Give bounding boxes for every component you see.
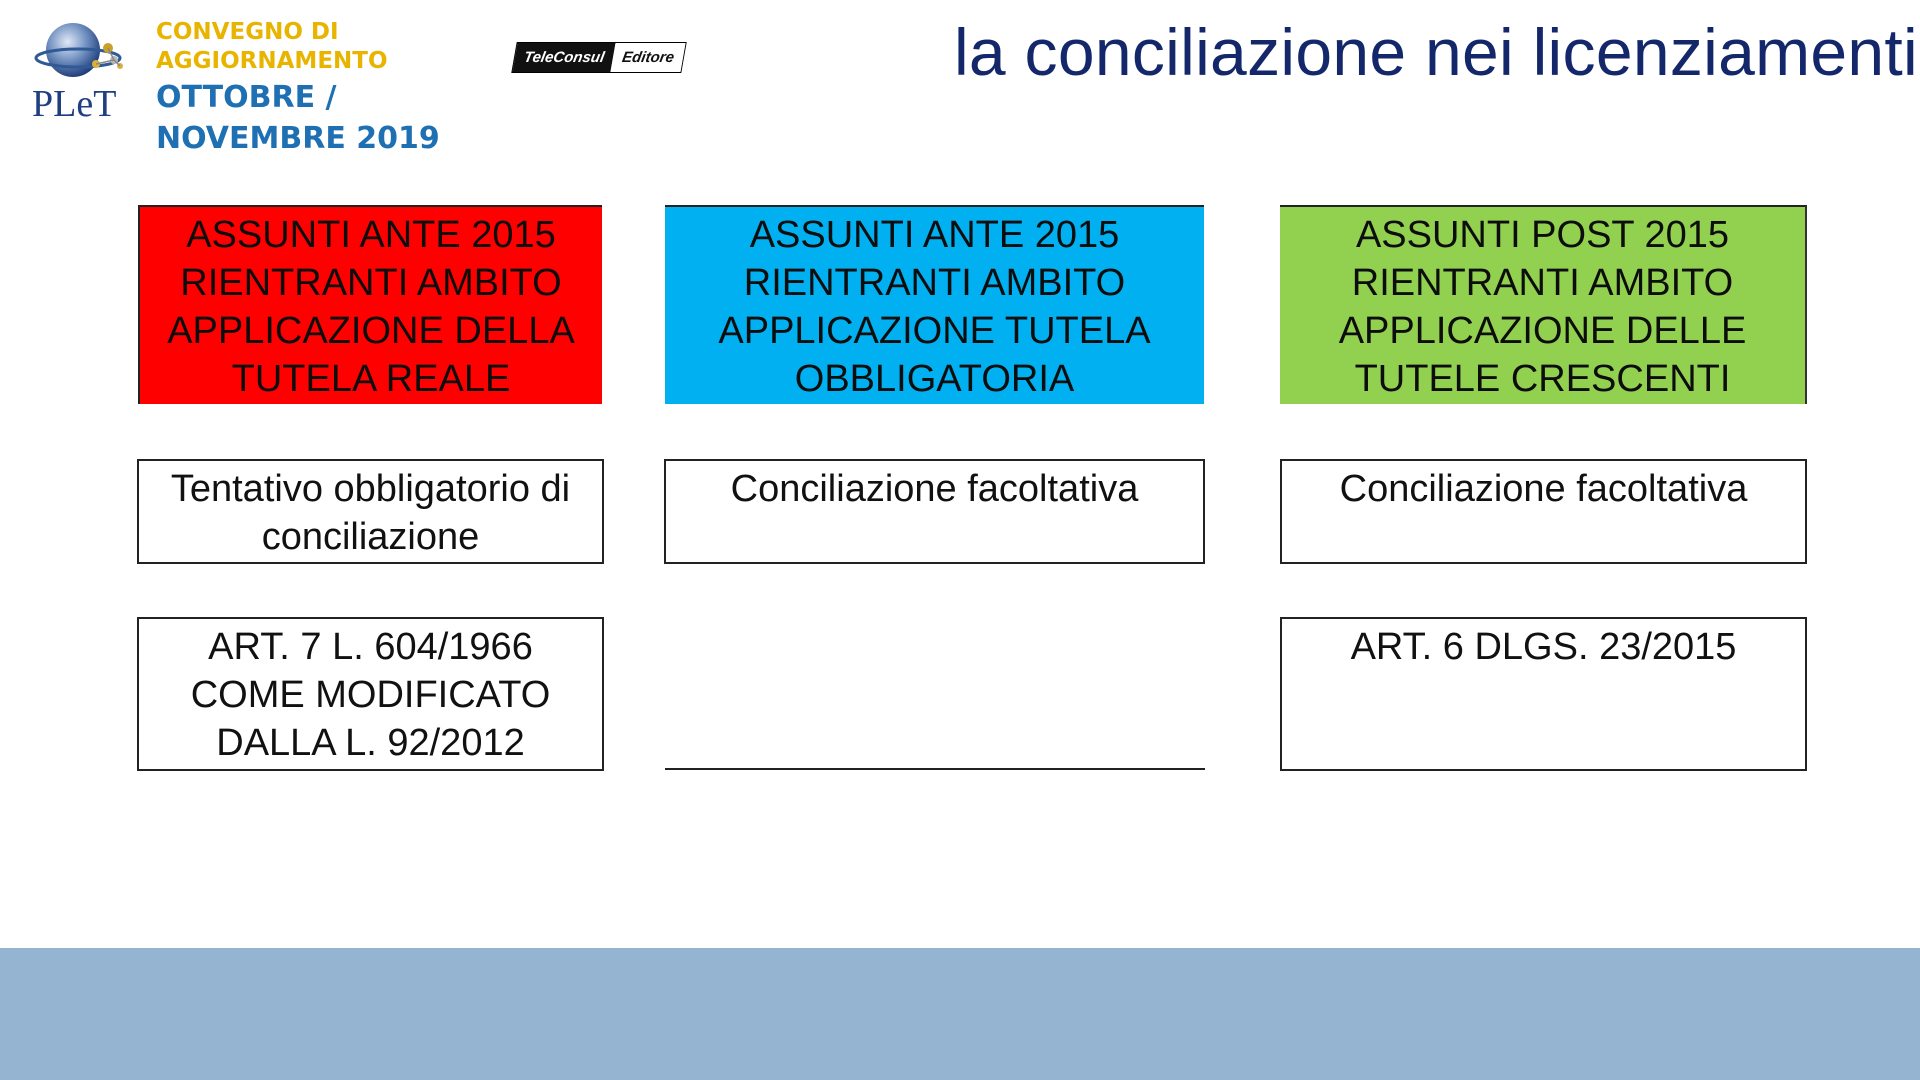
publisher-name: TeleConsul xyxy=(512,43,615,72)
conciliation-line: Conciliazione facoltativa xyxy=(730,468,1139,510)
conciliation-box-obbligatorio xyxy=(137,459,604,564)
law-line: ART. 7 L. 604/1966 xyxy=(208,626,533,668)
conference-line-2: AGGIORNAMENTO xyxy=(156,47,388,74)
conference-date-line-1: OTTOBRE / xyxy=(156,79,337,115)
heading-line: RIENTRANTI AMBITO xyxy=(180,262,562,304)
law-box-art7 xyxy=(137,617,604,771)
plet-globe-icon xyxy=(30,18,130,123)
heading-line: RIENTRANTI AMBITO xyxy=(1351,262,1734,304)
heading-line: APPLICAZIONE TUTELA xyxy=(718,310,1151,352)
heading-line: RIENTRANTI AMBITO xyxy=(743,262,1126,304)
heading-line: TUTELE CRESCENTI xyxy=(1354,358,1731,400)
law-box-art6 xyxy=(1280,617,1807,771)
law-line: COME MODIFICATO xyxy=(190,674,551,716)
heading-box-tutele-crescenti xyxy=(1280,205,1807,404)
heading-line: ASSUNTI ANTE 2015 xyxy=(749,214,1120,256)
conciliation-line: conciliazione xyxy=(261,516,480,558)
heading-box-tutela-obbligatoria xyxy=(665,205,1204,404)
heading-line: ASSUNTI POST 2015 xyxy=(1355,214,1730,256)
conference-line-1: CONVEGNO DI xyxy=(156,19,339,45)
conciliation-box-facoltativa xyxy=(664,459,1205,564)
teleconsul-editore-logo xyxy=(511,42,686,73)
footer-band xyxy=(0,948,1920,1080)
conciliation-box-facoltativa xyxy=(1280,459,1807,564)
plet-logo xyxy=(30,18,130,123)
conciliation-line: Conciliazione facoltativa xyxy=(1339,468,1748,510)
heading-line: APPLICAZIONE DELLA xyxy=(167,310,575,352)
publisher-editore: Editore xyxy=(611,43,686,72)
heading-line: ASSUNTI ANTE 2015 xyxy=(186,214,556,256)
empty-law-box-bottom-line xyxy=(665,768,1205,770)
plet-logo-text: PLeT xyxy=(32,83,117,123)
law-line: ART. 6 DLGS. 23/2015 xyxy=(1350,626,1737,668)
law-line: DALLA L. 92/2012 xyxy=(216,722,525,764)
heading-box-tutela-reale xyxy=(138,205,602,404)
heading-line: APPLICAZIONE DELLE xyxy=(1338,310,1747,352)
slide-title: la conciliazione nei licenziamenti xyxy=(953,15,1918,89)
conference-date-line-2: NOVEMBRE 2019 xyxy=(156,120,440,156)
conciliation-line: Tentativo obbligatorio di xyxy=(170,468,571,510)
heading-line: OBBLIGATORIA xyxy=(794,358,1075,400)
heading-line: TUTELA REALE xyxy=(231,358,511,400)
conference-info xyxy=(156,18,466,158)
